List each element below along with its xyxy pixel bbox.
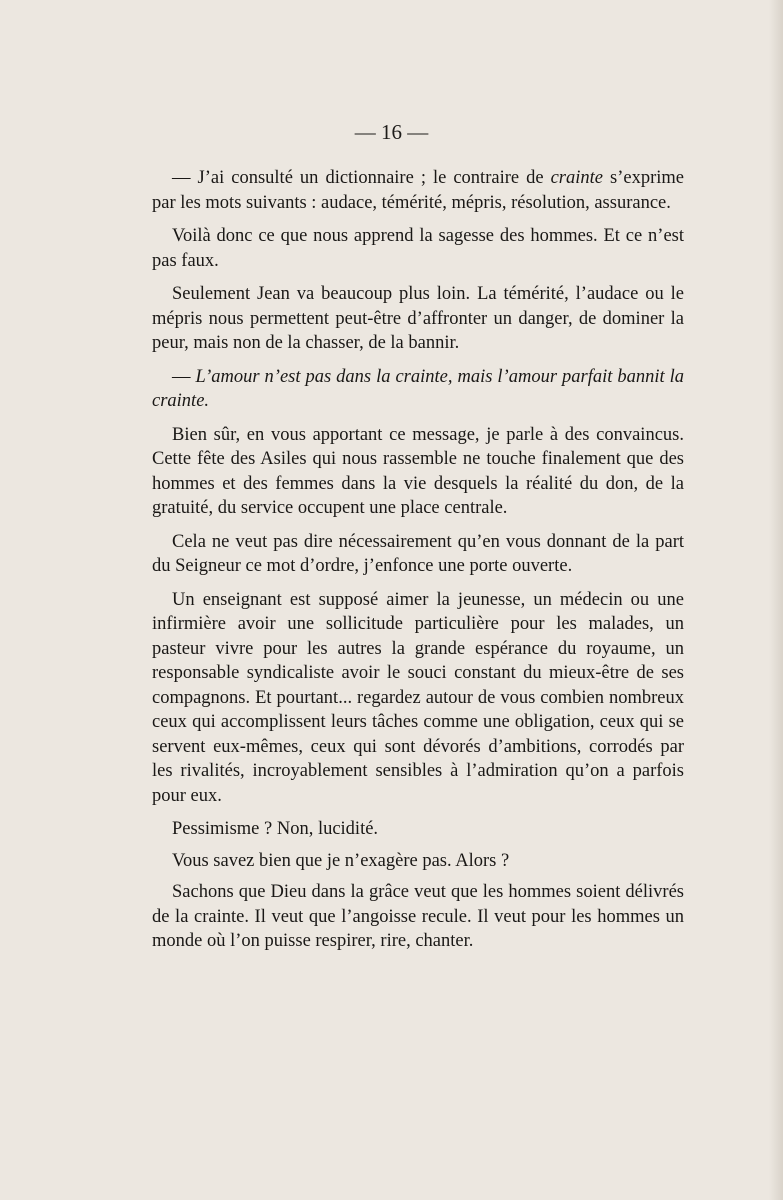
paragraph-4-dash: — <box>172 366 196 387</box>
paragraph-6: Cela ne veut pas dire nécessairement qu’en vous donnant de la part du Seigneur ce mot d’ordre, j’enfonce une porte ouverte. <box>152 531 684 576</box>
paragraph-9: Vous savez bien que je n’exagère pas. Alors ? <box>172 850 510 871</box>
page-edge <box>769 0 783 1200</box>
paragraph-8: Pessimisme ? Non, lucidité. <box>172 819 379 839</box>
paragraph-5: Bien sûr, en vous apportant ce message, je parle à des convaincus. Cette fête des Asiles qui nous rassemble ne touche finalement que des hommes et des femmes dans la vie desquels la réalité du don, de la gratuité, du service occupent une place centrale. <box>152 424 684 518</box>
paragraph-2: Voilà donc ce que nous apprend la sagesse des hommes. Et ce n’est pas faux. <box>152 226 684 271</box>
paragraph-3: Seulement Jean va beaucoup plus loin. La témérité, l’audace ou le mépris nous permettent peut-être d’affronter un danger, de dominer la peur, mais non de la chasser, de la bannir. <box>152 284 684 353</box>
paragraph-1-text-b: s’exprime par les mots suivants : audace, témérité, mépris, résolution, assurance. <box>152 168 684 213</box>
paragraph-4 <box>152 365 684 414</box>
paragraph-10: Sachons que Dieu dans la grâce veut que les hommes soient délivrés de la crainte. Il veut que l’angoisse recule. Il veut pour les hommes un monde où l’on puisse respirer, rire, chanter. <box>152 882 684 951</box>
page-number: — 16 — <box>354 120 429 144</box>
paragraph-1-text-a: — J’ai consulté un dictionnaire ; le contraire de <box>172 168 551 188</box>
paragraph-4-quote: L’amour n’est pas dans la crainte, mais l’amour parfait bannit la crainte. <box>152 366 684 411</box>
body-text <box>152 166 684 963</box>
paragraph-7: Un enseignant est supposé aimer la jeunesse, un médecin ou une infirmière avoir une sollicitude particulière pour les malades, un pasteur vivre pour les autres la grande espérance du royaume, un responsable syndicaliste avoir le souci constant du mieux-être de ses compagnons. Et pourtant... regardez autour de vous combien nombreux ceux qui accomplissent leurs tâches comme une obligation, ceux qui se servent eux-mêmes, ceux qui sont dévorés d’ambitions, corrodés par les rivalités, incroyablement sensibles à l’admiration qu’on a parfois pour eux. <box>152 589 684 806</box>
paragraph-1 <box>152 166 684 215</box>
paragraph-1-emphasis: crainte <box>550 168 603 188</box>
